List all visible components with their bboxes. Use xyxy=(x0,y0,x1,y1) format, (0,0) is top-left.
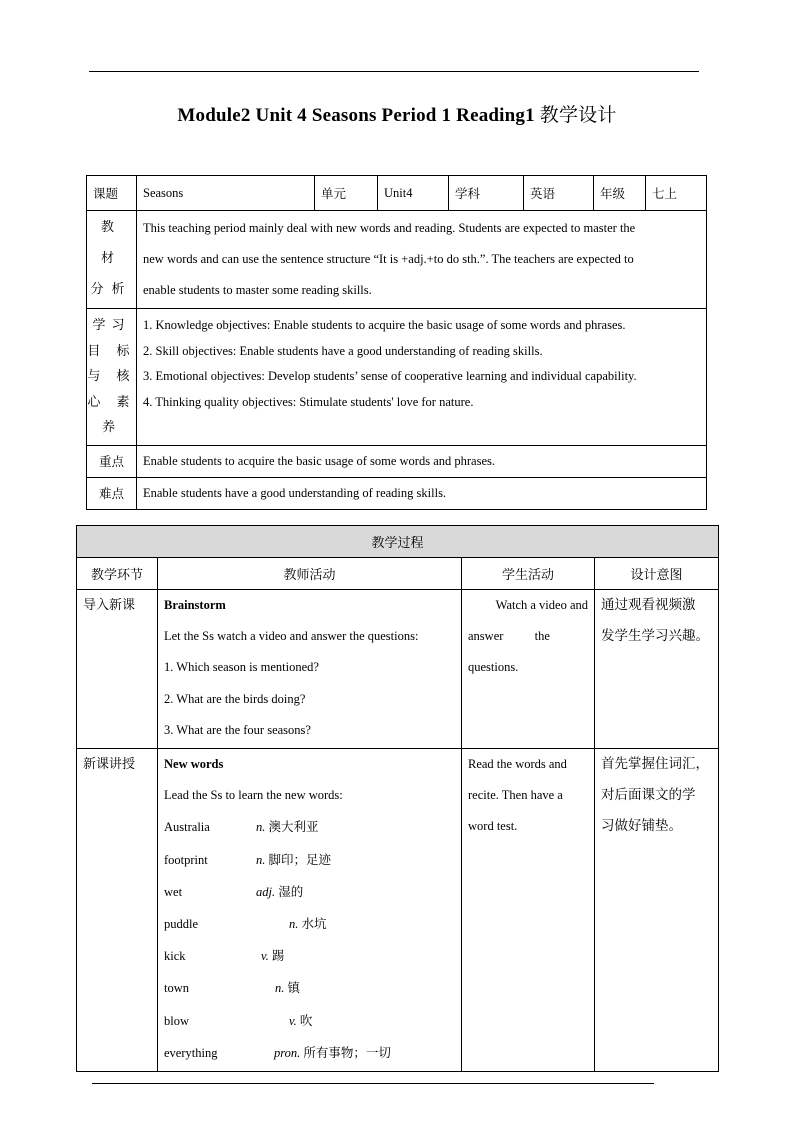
unit-label: 单元 xyxy=(315,176,378,211)
info-row xyxy=(87,176,707,211)
word: blow xyxy=(164,1013,189,1028)
word-entry xyxy=(158,811,461,843)
objectives-label xyxy=(87,309,137,446)
objective-item: 1. Knowledge objectives: Enable students to acquire the basic usage of some words and phrases. xyxy=(143,318,626,332)
analysis-label-2: 分析 xyxy=(90,282,133,297)
footer-rule xyxy=(92,1083,654,1084)
teacher-line: 3. What are the four seasons? xyxy=(164,722,311,737)
objectives-label-4: 心 素 xyxy=(87,394,136,410)
analysis-line: enable students to master some reading skills. xyxy=(143,283,372,297)
word-meaning: 踢 xyxy=(271,948,285,964)
col-teacher: 教师活动 xyxy=(158,558,462,590)
objectives-text xyxy=(137,309,707,446)
key-point-text: Enable students to acquire the basic usage of some words and phrases. xyxy=(137,445,707,477)
objective-item: 4. Thinking quality objectives: Stimulate students' love for nature. xyxy=(143,394,474,409)
process-header: 教学过程 xyxy=(77,526,719,558)
student-line: answer the xyxy=(468,629,550,644)
col-intent: 设计意图 xyxy=(595,558,719,590)
col-student: 学生活动 xyxy=(462,558,595,590)
subject-label: 学科 xyxy=(449,176,524,211)
word: everything xyxy=(164,1045,218,1060)
word: town xyxy=(164,981,189,996)
intent-line: 对后面课文的学 xyxy=(601,787,696,804)
topic-label: 课题 xyxy=(87,176,137,211)
key-point-row xyxy=(87,445,707,477)
process-row-intro xyxy=(77,590,719,749)
stage-cell: 新课讲授 xyxy=(77,749,158,1072)
word-meaning: 水坑 xyxy=(301,916,327,932)
intent-cell xyxy=(595,590,719,749)
word-entry xyxy=(158,1005,461,1037)
word-meaning: 镇 xyxy=(287,980,301,996)
analysis-label xyxy=(87,211,137,309)
intent-line: 习做好铺垫。 xyxy=(601,818,682,835)
difficulty-row xyxy=(87,477,707,509)
stage-cell: 导入新课 xyxy=(77,590,158,749)
col-stage: 教学环节 xyxy=(77,558,158,590)
word-entry xyxy=(158,940,461,972)
student-cell xyxy=(462,749,595,1072)
student-line: Watch a video and xyxy=(495,598,588,612)
teacher-line: 1. Which season is mentioned? xyxy=(164,660,319,675)
process-table xyxy=(76,525,719,1072)
unit-value: Unit4 xyxy=(378,176,449,211)
word-pos: pron. xyxy=(274,1045,301,1060)
key-point-label: 重点 xyxy=(87,445,137,477)
word-entry xyxy=(158,1037,461,1069)
teacher-line: 2. What are the birds doing? xyxy=(164,691,306,706)
intent-line: 发学生学习兴趣。 xyxy=(601,628,709,645)
student-line: Read the words and xyxy=(468,757,567,772)
student-line: questions. xyxy=(468,660,519,675)
teacher-intro: Lead the Ss to learn the new words: xyxy=(164,788,343,803)
document-title xyxy=(0,100,794,127)
word-pos: v. xyxy=(289,1013,297,1028)
objectives-label-5: 养 xyxy=(101,420,121,435)
analysis-text xyxy=(137,211,707,309)
analysis-line: new words and can use the sentence structure “It is +adj.+to do sth.”. The teachers are expected to xyxy=(143,252,634,266)
grade-label: 年级 xyxy=(594,176,646,211)
word-meaning: 所有事物；一切 xyxy=(303,1044,391,1060)
teacher-title: Brainstorm xyxy=(164,598,226,612)
word-pos: n. xyxy=(289,917,299,932)
title-english: Module2 Unit 4 Seasons Period 1 Reading1 xyxy=(177,105,540,126)
difficulty-text: Enable students have a good understanding of reading skills. xyxy=(137,477,707,509)
intent-cell xyxy=(595,749,719,1072)
student-cell xyxy=(462,590,595,749)
analysis-line: This teaching period mainly deal with new words and reading. Students are expected to master the xyxy=(143,221,636,235)
objectives-row xyxy=(87,309,707,446)
process-row-new xyxy=(77,749,719,1072)
word-pos: adj. xyxy=(256,884,276,899)
grade-value: 七上 xyxy=(646,176,707,211)
column-header-row xyxy=(77,558,719,590)
word: puddle xyxy=(164,917,199,932)
topic-value: Seasons xyxy=(137,176,315,211)
word-pos: n. xyxy=(256,820,266,835)
teacher-cell xyxy=(158,590,462,749)
student-line: word test. xyxy=(468,819,518,834)
header-rule xyxy=(89,71,699,72)
objectives-label-3: 与 核 xyxy=(87,369,136,384)
word-pos: v. xyxy=(261,949,269,964)
subject-value: 英语 xyxy=(524,176,594,211)
word: footprint xyxy=(164,852,208,867)
teacher-cell xyxy=(158,749,462,1072)
word-entry xyxy=(158,908,461,940)
student-line: recite. Then have a xyxy=(468,788,563,803)
objective-item: 3. Emotional objectives: Develop students’ sense of cooperative learning and individual capability. xyxy=(143,369,637,383)
word-meaning: 吹 xyxy=(299,1012,313,1028)
analysis-row xyxy=(87,211,707,309)
course-info-table xyxy=(86,175,707,510)
objectives-label-1: 学习 xyxy=(92,318,131,333)
objectives-label-2: 目 标 xyxy=(87,343,136,359)
word-entry xyxy=(158,876,461,908)
intent-line: 通过观看视频激 xyxy=(601,597,696,613)
word-meaning: 脚印；足迹 xyxy=(268,851,332,867)
word-entry xyxy=(158,972,461,1004)
intent-line: 首先掌握住词汇， xyxy=(601,756,709,773)
word-entry xyxy=(158,844,461,876)
objective-item: 2. Skill objectives: Enable students have a good understanding of reading skills. xyxy=(143,343,543,358)
word-pos: n. xyxy=(256,852,266,867)
word: wet xyxy=(164,884,183,899)
process-header-row xyxy=(77,526,719,558)
teacher-line: Let the Ss watch a video and answer the questions: xyxy=(164,629,419,644)
word-pos: n. xyxy=(275,981,285,996)
difficulty-label: 难点 xyxy=(87,477,137,509)
word-meaning: 澳大利亚 xyxy=(268,819,319,835)
word: kick xyxy=(164,949,186,964)
word: Australia xyxy=(164,820,210,835)
analysis-label-1: 教 材 xyxy=(100,220,122,266)
title-chinese: 教学设计 xyxy=(539,104,617,126)
word-meaning: 湿的 xyxy=(278,883,304,899)
teacher-title: New words xyxy=(164,757,224,772)
